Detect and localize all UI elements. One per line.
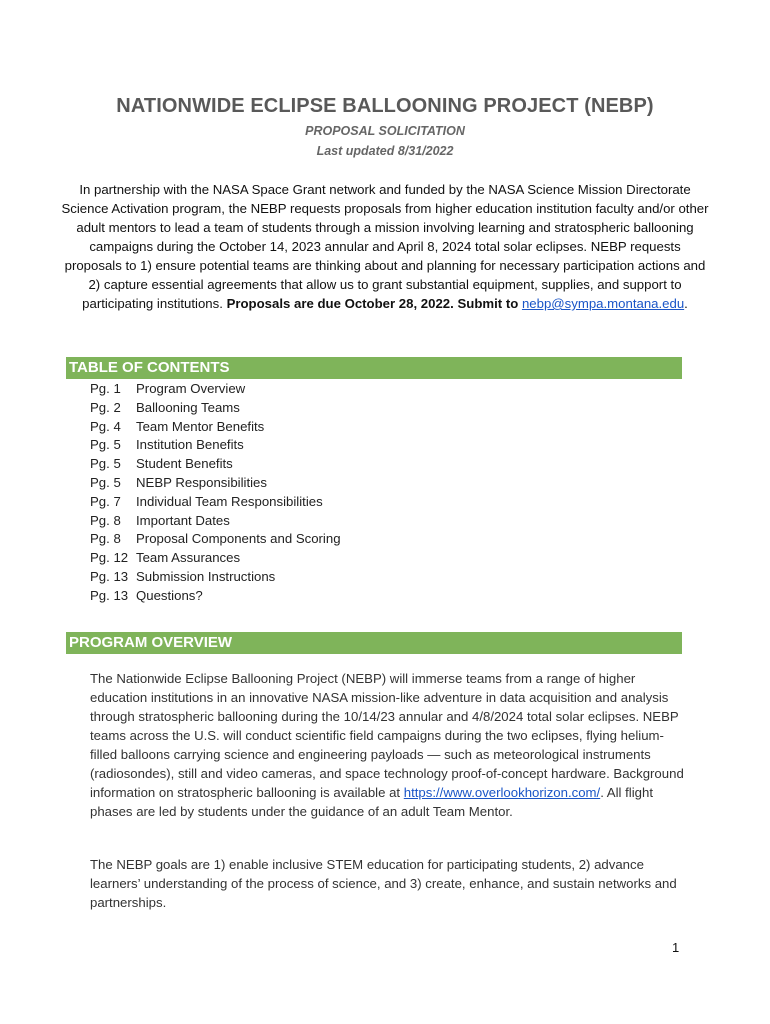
toc-page: Pg. 12 (90, 550, 129, 566)
toc-heading: TABLE OF CONTENTS (66, 357, 682, 379)
toc-page: Pg. 13 (90, 587, 129, 603)
toc-row[interactable] (90, 587, 490, 606)
intro-paragraph (60, 180, 710, 313)
toc-row[interactable] (90, 530, 490, 549)
toc-row[interactable] (90, 455, 490, 474)
toc-page: Pg. 8 (90, 531, 121, 547)
toc-page: Pg. 8 (90, 512, 121, 528)
toc-title: Ballooning Teams (136, 399, 240, 415)
toc-page: Pg. 5 (90, 437, 121, 453)
document-title: NATIONWIDE ECLIPSE BALLOONING PROJECT (NEBP) (116, 95, 654, 117)
toc-row[interactable] (90, 380, 490, 399)
overview-paragraph-2: The NEBP goals are 1) enable inclusive STEM education for participating students, 2) advance learners’ understanding of the process of science, and 3) create, enhance, and sustain networks and partnerships. (90, 857, 677, 910)
document-subtitle: PROPOSAL SOLICITATION (305, 124, 465, 138)
toc-title: NEBP Responsibilities (136, 474, 267, 490)
toc-title: Program Overview (136, 381, 246, 396)
table-of-contents (90, 380, 490, 606)
toc-row[interactable] (90, 512, 490, 531)
due-date-notice: Proposals are due October 28, 2022. Submit to (226, 296, 519, 311)
toc-page: Pg. 5 (90, 474, 121, 490)
toc-title: Institution Benefits (136, 437, 244, 453)
toc-row[interactable] (90, 436, 490, 455)
overview-text-end: . All flight phases are led by students under the guidance of an adult Team Mentor. (90, 785, 653, 819)
toc-title: Proposal Components and Scoring (136, 531, 341, 547)
toc-row[interactable] (90, 474, 490, 493)
toc-title: Submission Instructions (136, 568, 276, 584)
toc-row[interactable] (90, 568, 490, 587)
last-updated-date: Last updated 8/31/2022 (316, 144, 454, 158)
toc-page: Pg. 5 (90, 456, 121, 472)
intro-end: . (684, 296, 688, 311)
toc-title: Student Benefits (136, 456, 233, 472)
toc-page: Pg. 13 (90, 568, 129, 584)
toc-page: Pg. 4 (90, 418, 121, 434)
page-number: 1 (672, 940, 680, 955)
overview-paragraph-1 (90, 669, 690, 821)
toc-title: Important Dates (136, 512, 230, 528)
toc-title: Individual Team Responsibilities (136, 493, 323, 509)
program-overview-heading: PROGRAM OVERVIEW (66, 632, 682, 654)
submission-email-link[interactable]: nebp@sympa.montana.edu (521, 296, 685, 311)
toc-title: Team Mentor Benefits (136, 418, 265, 434)
toc-row[interactable] (90, 493, 490, 512)
toc-page: Pg. 2 (90, 399, 121, 415)
overlook-horizon-link[interactable]: https://www.overlookhorizon.com/ (403, 785, 601, 800)
toc-row[interactable] (90, 399, 490, 418)
toc-row[interactable] (90, 549, 490, 568)
overview-text: The Nationwide Eclipse Ballooning Project (NEBP) will immerse teams from a range of higher education institutions in an innovative NASA mission-like adventure in data acquisition and analysis through stratospheric ballooning during the 10/14/23 annular and 4/8/2024 total solar eclipses. NEBP teams across the U.S. will conduct scientific field campaigns during the two eclipses, flying helium-filled balloons carrying science and engineering payloads — such as meteorological instruments (radiosondes), still and video cameras, and space technology proof-of-concept hardware. Background information on stratospheric ballooning is available at (90, 671, 684, 800)
toc-page: Pg. 1 (90, 381, 121, 396)
intro-text: In partnership with the NASA Space Grant network and funded by the NASA Science Mission Directorate Science Activation program, the NEBP requests proposals from higher education institution faculty and/or other adult mentors to lead a team of students through a mission involving learning and stratospheric ballooning campaigns during the October 14, 2023 annular and April 8, 2024 total solar eclipses. NEBP requests proposals to 1) ensure potential teams are thinking about and planning for necessary participation actions and 2) capture essential agreements that allow us to grant substantial equipment, supplies, and support to participating institutions. (61, 182, 709, 311)
toc-title: Team Assurances (136, 550, 241, 566)
toc-row[interactable] (90, 418, 490, 437)
toc-page: Pg. 7 (90, 493, 121, 509)
toc-title: Questions? (136, 587, 203, 603)
